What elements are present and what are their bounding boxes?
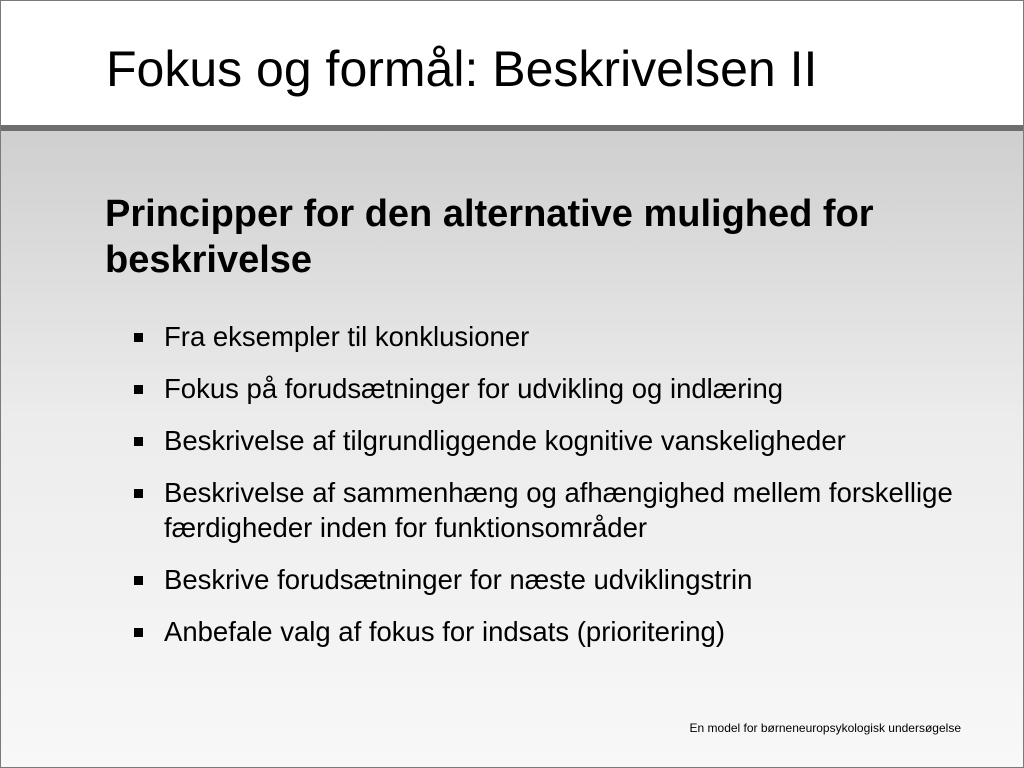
bullet-item [131,562,1016,597]
square-bullet-icon [134,385,143,394]
bullet-text: Beskrivelse af sammenhæng og afhængighed mellem forskellige færdigheder inden for funktionsområder [164,477,953,543]
slide-subtitle: Principper for den alternative mulighed for beskrivelse [105,193,874,281]
square-bullet-icon [134,333,143,342]
bullet-item [131,319,1016,354]
bullet-text: Fokus på forudsætninger for udvikling og indlæring [164,373,784,404]
square-bullet-icon [134,437,143,446]
bullet-item [131,371,1016,406]
bullet-list [131,319,1016,666]
bullet-text: Beskrive forudsætninger for næste udviklingstrin [164,564,753,595]
title-area [1,1,1023,125]
square-bullet-icon [134,489,143,498]
bullet-item [131,614,1016,649]
bullet-text: Anbefale valg af fokus for indsats (prioritering) [164,616,725,647]
slide-footer: En model for børneneuropsykologisk undersøgelse [689,721,961,735]
square-bullet-icon [134,628,143,637]
bullet-item [131,475,1016,545]
bullet-text: Beskrivelse af tilgrundliggende kognitive vanskeligheder [164,425,846,456]
square-bullet-icon [134,576,143,585]
bullet-text: Fra eksempler til konklusioner [164,321,530,352]
slide-title: Fokus og formål: Beskrivelsen II [106,41,818,97]
bullet-item [131,423,1016,458]
